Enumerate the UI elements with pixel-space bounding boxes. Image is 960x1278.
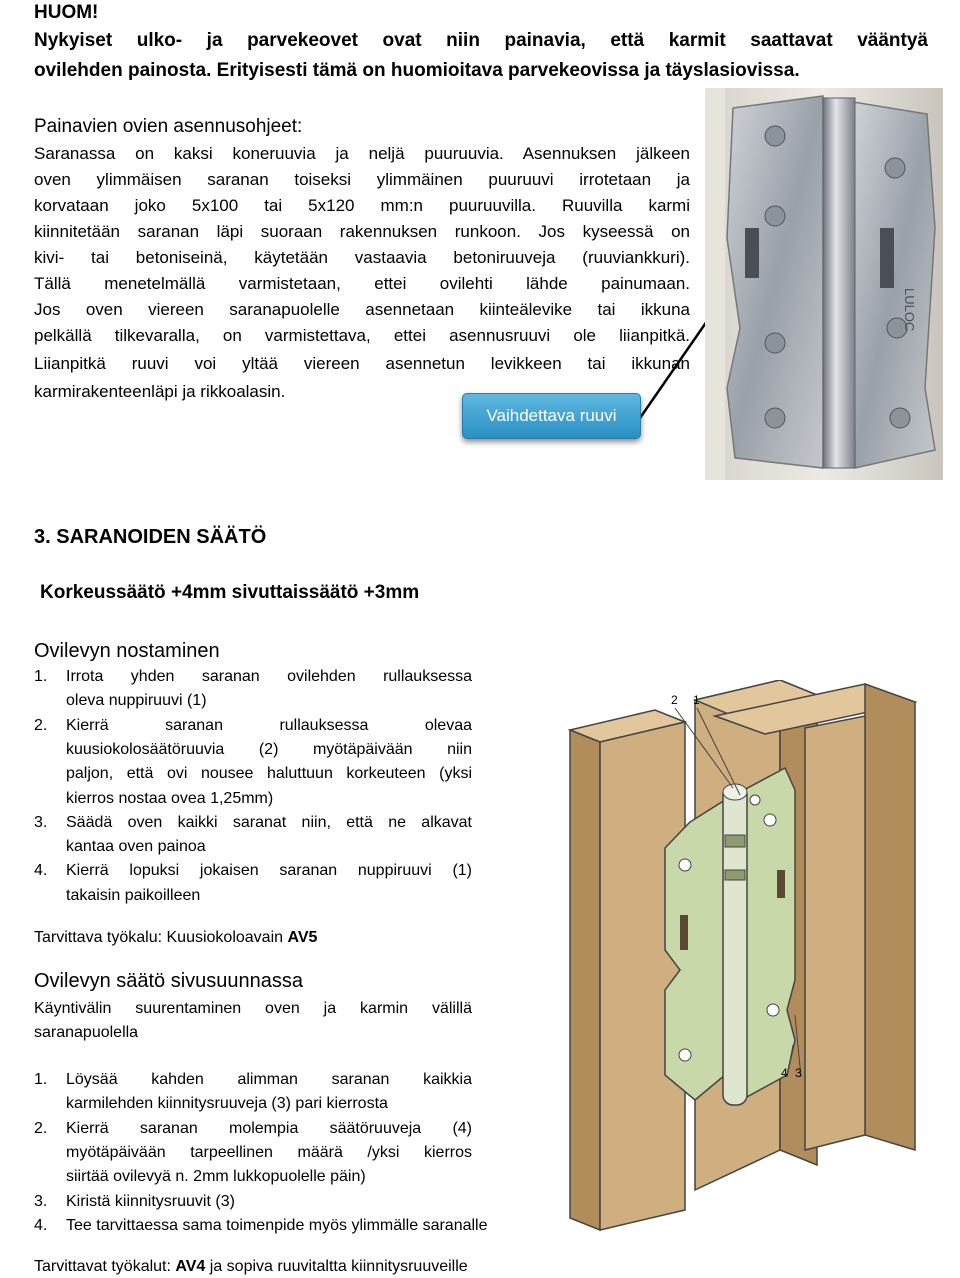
step-number: 1. xyxy=(34,1071,48,1088)
step-text: Kierrä saranan molempia säätöruuveja (4) xyxy=(66,1119,472,1137)
warning-line-1: Nykyiset ulko- ja parvekeovet ovat niin painavia, että karmit saattavat vääntyä xyxy=(34,30,928,51)
side-tool-prefix: Tarvittavat työkalut: xyxy=(34,1258,176,1275)
step-text: kantaa oven painoa xyxy=(66,838,206,856)
step-text: oleva nuppiruuvi (1) xyxy=(66,692,207,710)
step-text: Irrota yhden saranan ovilehden rullauksessa xyxy=(66,668,472,685)
section-3-heading: 3. SARANOIDEN SÄÄTÖ xyxy=(34,526,267,548)
brand-text: LULOC xyxy=(902,288,917,332)
install-line: korvataan joko 5x100 tai 5x120 mm:n puuruuvilla. Ruuvilla karmi xyxy=(34,196,690,215)
side-heading: Ovilevyn säätö sivusuunnassa xyxy=(34,970,304,992)
section-3-subheading: Korkeussäätö +4mm sivuttaissäätö +3mm xyxy=(40,582,420,603)
install-heading: Painavien ovien asennusohjeet: xyxy=(34,116,303,137)
step-number: 3. xyxy=(34,813,48,831)
diagram-label-2: 2 xyxy=(671,693,678,707)
lift-tool-prefix: Tarvittava työkalu: Kuusiokoloavain xyxy=(34,929,288,946)
step-number: 2. xyxy=(34,716,48,734)
step-text: Kierrä saranan rullauksessa olevaa xyxy=(66,716,472,734)
step-text: takaisin paikoilleen xyxy=(66,886,201,904)
step-text: kierros nostaa ovea 1,25mm) xyxy=(66,789,274,807)
side-tool-suffix: ja sopiva ruuvitaltta kiinnitysruuveille xyxy=(205,1258,468,1275)
step-text: karmilehden kiinnitysruuveja (3) pari kierrosta xyxy=(66,1095,388,1113)
step-number: 3. xyxy=(34,1192,48,1210)
hinge-diagram xyxy=(555,680,945,1240)
step-number: 2. xyxy=(34,1119,48,1137)
side-intro-1: Käyntivälin suurentaminen oven ja karmin välillä xyxy=(34,1000,472,1017)
step-text: myötäpäivään tarpeellinen määrä /yksi kierros xyxy=(66,1143,472,1161)
diagram-label-1: 1 xyxy=(693,693,700,707)
install-line: kiinnitetään saranan läpi suoraan rakennuksen runkoon. Jos kyseessä on xyxy=(34,222,690,241)
step-text: Löysää kahden alimman saranan kaikkia xyxy=(66,1071,472,1088)
diagram-label-4: 4 xyxy=(781,1066,788,1080)
install-line: Liianpitkä ruuvi voi yltää viereen asennetun levikkeen tai ikkunan xyxy=(34,354,690,373)
step-text: siirtää ovilevyä n. 2mm lukkopuolelle päin) xyxy=(66,1168,366,1186)
lift-tool-key: AV5 xyxy=(287,929,318,946)
hinge-photo xyxy=(705,88,943,480)
side-tool-key: AV4 xyxy=(175,1258,206,1275)
step-text: kuusiokolosäätöruuvia (2) myötäpäivään niin xyxy=(66,740,472,758)
install-line: Saranassa on kaksi koneruuvia ja neljä puuruuvia. Asennuksen jälkeen xyxy=(34,144,690,163)
warning-line-2: ovilehden painosta. Erityisesti tämä on huomioitava parvekeovissa ja täyslasiovissa. xyxy=(34,60,800,81)
install-line: Jos oven viereen saranapuolelle asennetaan kiinteälevike tai ikkuna xyxy=(34,300,690,319)
lift-tool xyxy=(34,929,317,947)
install-line: pelkällä tilkevaralla, on varmistettava, ettei asennusruuvi ole liianpitkä. xyxy=(34,326,690,345)
step-text: Säädä oven kaikki saranat niin, että ne alkavat xyxy=(66,813,472,831)
lift-heading: Ovilevyn nostaminen xyxy=(34,640,220,662)
replace-screw-callout: Vaihdettava ruuvi xyxy=(462,393,641,439)
step-text: Kiristä kiinnitysruuvit (3) xyxy=(66,1192,235,1210)
step-text: Tee tarvittaessa sama toimenpide myös ylimmälle saranalle xyxy=(66,1216,488,1234)
step-number: 4. xyxy=(34,1216,48,1234)
side-intro-2: saranapuolella xyxy=(34,1024,139,1041)
side-tool xyxy=(34,1258,468,1276)
step-number: 4. xyxy=(34,862,48,880)
install-line: kivi- tai betoniseinä, käytetään vastaavia betoniruuveja (ruuviankkuri). xyxy=(34,248,690,267)
step-number: 1. xyxy=(34,668,48,685)
diagram-label-3: 3 xyxy=(795,1066,802,1080)
step-text: Kierrä lopuksi jokaisen saranan nuppiruuvi (1) xyxy=(66,862,472,880)
install-line: oven ylimmäisen saranan toiseksi ylimmäinen puuruuvi irrotetaan ja xyxy=(34,170,690,189)
step-text: paljon, että ovi nousee haluttuun korkeuteen (yksi xyxy=(66,765,472,783)
install-line: karmirakenteenläpi ja rikkoalasin. xyxy=(34,382,286,401)
warning-title: HUOM! xyxy=(34,2,99,23)
install-line: Tällä menetelmällä varmistetaan, ettei ovilehti lähde painumaan. xyxy=(34,274,690,293)
